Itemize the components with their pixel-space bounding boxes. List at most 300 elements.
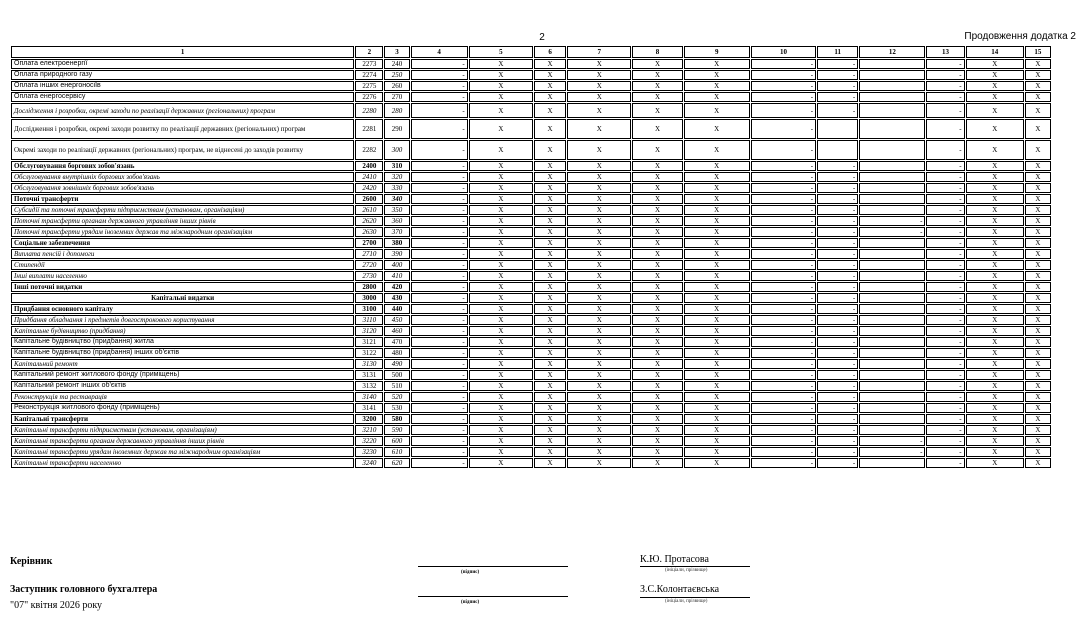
cell-col-7: X	[567, 161, 631, 171]
cell-col-6: X	[534, 140, 566, 160]
cell-col-13: -	[926, 304, 964, 314]
cell-col-13: -	[926, 403, 964, 413]
cell-col-6: X	[534, 392, 566, 402]
cell-col-7: X	[567, 337, 631, 347]
cell-col-5: X	[469, 359, 533, 369]
cell-col-5: X	[469, 436, 533, 446]
cell-col-4: -	[411, 70, 468, 80]
line-code: 400	[384, 260, 409, 270]
line-code: 350	[384, 205, 409, 215]
cell-col-14: X	[966, 140, 1024, 160]
row-name: Інші виплати населенню	[11, 271, 354, 281]
table-row	[11, 119, 1051, 139]
head-name-line	[640, 566, 750, 567]
cell-col-9: X	[684, 414, 750, 424]
cell-col-9: X	[684, 140, 750, 160]
cell-col-4: -	[411, 238, 468, 248]
cell-col-15: X	[1025, 103, 1051, 118]
cell-col-10: -	[751, 81, 816, 91]
cell-col-10: -	[751, 458, 816, 468]
cell-col-9: X	[684, 59, 750, 69]
cell-col-9: X	[684, 103, 750, 118]
cell-col-15: X	[1025, 260, 1051, 270]
cell-col-6: X	[534, 436, 566, 446]
cell-col-7: X	[567, 119, 631, 139]
cell-col-7: X	[567, 103, 631, 118]
cell-col-5: X	[469, 370, 533, 380]
kekv-code: 2400	[355, 161, 383, 171]
cell-col-10: -	[751, 271, 816, 281]
cell-col-10: -	[751, 392, 816, 402]
cell-col-6: X	[534, 249, 566, 259]
cell-col-8: X	[632, 249, 682, 259]
column-header-6: 6	[534, 46, 566, 58]
cell-col-11: -	[817, 337, 858, 347]
cell-col-10: -	[751, 403, 816, 413]
cell-col-4: -	[411, 282, 468, 292]
cell-col-7: X	[567, 359, 631, 369]
head-name: К.Ю. Протасова	[640, 554, 709, 565]
cell-col-10: -	[751, 140, 816, 160]
cell-col-13: -	[926, 70, 964, 80]
cell-col-15: X	[1025, 447, 1051, 457]
cell-col-15: X	[1025, 119, 1051, 139]
table-row	[11, 183, 1051, 193]
line-code: 440	[384, 304, 409, 314]
cell-col-7: X	[567, 205, 631, 215]
cell-col-10: -	[751, 315, 816, 325]
cell-col-6: X	[534, 194, 566, 204]
table-row	[11, 293, 1051, 303]
cell-col-12	[859, 161, 925, 171]
cell-col-12	[859, 337, 925, 347]
cell-col-9: X	[684, 227, 750, 237]
cell-col-13: -	[926, 392, 964, 402]
cell-col-11: -	[817, 260, 858, 270]
cell-col-12	[859, 282, 925, 292]
cell-col-12	[859, 271, 925, 281]
cell-col-4: -	[411, 436, 468, 446]
kekv-code: 2720	[355, 260, 383, 270]
cell-col-11: -	[817, 425, 858, 435]
table-row	[11, 238, 1051, 248]
cell-col-8: X	[632, 140, 682, 160]
deputy-name-line	[640, 597, 750, 598]
row-name: Оплата інших енергоносіїв	[11, 81, 354, 91]
table-row	[11, 103, 1051, 118]
cell-col-6: X	[534, 458, 566, 468]
row-name: Придбання обладнання і предметів довгострокового користування	[11, 315, 354, 325]
cell-col-4: -	[411, 414, 468, 424]
line-code: 500	[384, 370, 409, 380]
column-header-2: 2	[355, 46, 383, 58]
cell-col-12	[859, 348, 925, 358]
cell-col-7: X	[567, 293, 631, 303]
row-name: Виплата пенсій і допомоги	[11, 249, 354, 259]
cell-col-10: -	[751, 337, 816, 347]
cell-col-5: X	[469, 403, 533, 413]
row-name: Капітальні видатки	[11, 293, 354, 303]
cell-col-9: X	[684, 337, 750, 347]
cell-col-13: -	[926, 447, 964, 457]
cell-col-15: X	[1025, 194, 1051, 204]
cell-col-10: -	[751, 370, 816, 380]
cell-col-9: X	[684, 216, 750, 226]
cell-col-9: X	[684, 458, 750, 468]
cell-col-12	[859, 414, 925, 424]
cell-col-4: -	[411, 140, 468, 160]
cell-col-8: X	[632, 348, 682, 358]
line-code: 620	[384, 458, 409, 468]
cell-col-10: -	[751, 326, 816, 336]
cell-col-15: X	[1025, 359, 1051, 369]
cell-col-15: X	[1025, 414, 1051, 424]
kekv-code: 2273	[355, 59, 383, 69]
cell-col-7: X	[567, 282, 631, 292]
cell-col-6: X	[534, 183, 566, 193]
cell-col-4: -	[411, 326, 468, 336]
cell-col-5: X	[469, 59, 533, 69]
column-header-1: 1	[11, 46, 354, 58]
head-initials-caption: (ініціали, прізвище)	[665, 568, 708, 573]
table-row	[11, 315, 1051, 325]
cell-col-8: X	[632, 293, 682, 303]
cell-col-9: X	[684, 238, 750, 248]
cell-col-15: X	[1025, 304, 1051, 314]
cell-col-5: X	[469, 183, 533, 193]
cell-col-11	[817, 140, 858, 160]
cell-col-12	[859, 238, 925, 248]
cell-col-14: X	[966, 59, 1024, 69]
cell-col-7: X	[567, 194, 631, 204]
line-code: 300	[384, 140, 409, 160]
cell-col-6: X	[534, 103, 566, 118]
cell-col-6: X	[534, 271, 566, 281]
line-code: 360	[384, 216, 409, 226]
row-name: Субсидії та поточні трансферти підприємствам (установам, організаціям)	[11, 205, 354, 215]
cell-col-7: X	[567, 381, 631, 391]
cell-col-14: X	[966, 458, 1024, 468]
cell-col-6: X	[534, 381, 566, 391]
cell-col-14: X	[966, 183, 1024, 193]
cell-col-14: X	[966, 70, 1024, 80]
cell-col-15: X	[1025, 381, 1051, 391]
column-header-12: 12	[859, 46, 925, 58]
cell-col-6: X	[534, 425, 566, 435]
cell-col-4: -	[411, 392, 468, 402]
cell-col-10: -	[751, 348, 816, 358]
cell-col-11: -	[817, 414, 858, 424]
cell-col-13: -	[926, 227, 964, 237]
cell-col-6: X	[534, 414, 566, 424]
cell-col-12	[859, 70, 925, 80]
table-row	[11, 425, 1051, 435]
head-signature-line	[418, 566, 568, 567]
row-name: Реконструкція житлового фонду (приміщень)	[11, 403, 354, 413]
continuation-note: Продовження додатка 2	[964, 31, 1076, 42]
cell-col-14: X	[966, 249, 1024, 259]
cell-col-9: X	[684, 392, 750, 402]
cell-col-14: X	[966, 161, 1024, 171]
cell-col-8: X	[632, 119, 682, 139]
cell-col-7: X	[567, 81, 631, 91]
cell-col-8: X	[632, 359, 682, 369]
cell-col-13: -	[926, 92, 964, 102]
cell-col-8: X	[632, 216, 682, 226]
cell-col-14: X	[966, 81, 1024, 91]
column-header-10: 10	[751, 46, 816, 58]
column-number-row	[11, 46, 1051, 58]
line-code: 320	[384, 172, 409, 182]
cell-col-12	[859, 293, 925, 303]
kekv-code: 3140	[355, 392, 383, 402]
cell-col-13: -	[926, 161, 964, 171]
table-row	[11, 194, 1051, 204]
table-row	[11, 92, 1051, 102]
kekv-code: 3200	[355, 414, 383, 424]
cell-col-4: -	[411, 403, 468, 413]
cell-col-7: X	[567, 403, 631, 413]
cell-col-12	[859, 403, 925, 413]
head-label: Керівник	[10, 556, 53, 567]
cell-col-14: X	[966, 392, 1024, 402]
cell-col-6: X	[534, 59, 566, 69]
cell-col-11: -	[817, 293, 858, 303]
line-code: 530	[384, 403, 409, 413]
cell-col-13: -	[926, 359, 964, 369]
line-code: 480	[384, 348, 409, 358]
cell-col-7: X	[567, 370, 631, 380]
cell-col-12	[859, 92, 925, 102]
cell-col-10: -	[751, 216, 816, 226]
cell-col-14: X	[966, 403, 1024, 413]
cell-col-5: X	[469, 271, 533, 281]
cell-col-8: X	[632, 458, 682, 468]
kekv-code: 2700	[355, 238, 383, 248]
cell-col-4: -	[411, 447, 468, 457]
cell-col-6: X	[534, 81, 566, 91]
cell-col-11: -	[817, 216, 858, 226]
cell-col-7: X	[567, 249, 631, 259]
cell-col-13: -	[926, 315, 964, 325]
cell-col-12	[859, 81, 925, 91]
cell-col-15: X	[1025, 436, 1051, 446]
column-header-4: 4	[411, 46, 468, 58]
row-name: Оплата енергосервісу	[11, 92, 354, 102]
cell-col-4: -	[411, 92, 468, 102]
cell-col-8: X	[632, 161, 682, 171]
cell-col-14: X	[966, 447, 1024, 457]
cell-col-11: -	[817, 81, 858, 91]
cell-col-10: -	[751, 304, 816, 314]
cell-col-5: X	[469, 392, 533, 402]
line-code: 390	[384, 249, 409, 259]
column-header-8: 8	[632, 46, 682, 58]
cell-col-14: X	[966, 315, 1024, 325]
cell-col-7: X	[567, 436, 631, 446]
cell-col-13: -	[926, 436, 964, 446]
cell-col-12	[859, 183, 925, 193]
cell-col-8: X	[632, 414, 682, 424]
cell-col-4: -	[411, 59, 468, 69]
cell-col-10: -	[751, 119, 816, 139]
cell-col-9: X	[684, 183, 750, 193]
cell-col-4: -	[411, 304, 468, 314]
cell-col-8: X	[632, 194, 682, 204]
cell-col-5: X	[469, 70, 533, 80]
cell-col-14: X	[966, 414, 1024, 424]
table-row	[11, 381, 1051, 391]
cell-col-12	[859, 381, 925, 391]
cell-col-9: X	[684, 249, 750, 259]
cell-col-4: -	[411, 172, 468, 182]
cell-col-15: X	[1025, 81, 1051, 91]
cell-col-5: X	[469, 447, 533, 457]
cell-col-12: -	[859, 447, 925, 457]
cell-col-4: -	[411, 103, 468, 118]
cell-col-11: -	[817, 249, 858, 259]
cell-col-11: -	[817, 161, 858, 171]
cell-col-10: -	[751, 59, 816, 69]
page-number: 2	[539, 32, 545, 43]
line-code: 510	[384, 381, 409, 391]
cell-col-8: X	[632, 282, 682, 292]
table-row	[11, 337, 1051, 347]
table-row	[11, 326, 1051, 336]
table-row	[11, 436, 1051, 446]
kekv-code: 3130	[355, 359, 383, 369]
cell-col-5: X	[469, 414, 533, 424]
cell-col-8: X	[632, 92, 682, 102]
cell-col-15: X	[1025, 403, 1051, 413]
cell-col-7: X	[567, 140, 631, 160]
cell-col-15: X	[1025, 337, 1051, 347]
cell-col-4: -	[411, 458, 468, 468]
cell-col-11: -	[817, 205, 858, 215]
cell-col-15: X	[1025, 140, 1051, 160]
cell-col-6: X	[534, 161, 566, 171]
cell-col-10: -	[751, 293, 816, 303]
kekv-code: 2276	[355, 92, 383, 102]
cell-col-14: X	[966, 293, 1024, 303]
cell-col-13: -	[926, 425, 964, 435]
cell-col-12: -	[859, 436, 925, 446]
kekv-code: 3000	[355, 293, 383, 303]
cell-col-15: X	[1025, 293, 1051, 303]
cell-col-8: X	[632, 403, 682, 413]
cell-col-5: X	[469, 326, 533, 336]
kekv-code: 2275	[355, 81, 383, 91]
cell-col-13: -	[926, 103, 964, 118]
cell-col-13: -	[926, 119, 964, 139]
kekv-code: 2610	[355, 205, 383, 215]
cell-col-11: -	[817, 172, 858, 182]
line-code: 290	[384, 119, 409, 139]
cell-col-7: X	[567, 172, 631, 182]
cell-col-13: -	[926, 293, 964, 303]
column-header-3: 3	[384, 46, 409, 58]
deputy-signature-line	[418, 596, 568, 597]
kekv-code: 3220	[355, 436, 383, 446]
line-code: 580	[384, 414, 409, 424]
cell-col-8: X	[632, 447, 682, 457]
cell-col-4: -	[411, 315, 468, 325]
kekv-code: 3141	[355, 403, 383, 413]
line-code: 460	[384, 326, 409, 336]
cell-col-10: -	[751, 447, 816, 457]
row-name: Капітальне будівництво (придбання) житла	[11, 337, 354, 347]
kekv-code: 2281	[355, 119, 383, 139]
cell-col-10: -	[751, 183, 816, 193]
cell-col-12	[859, 103, 925, 118]
cell-col-6: X	[534, 337, 566, 347]
cell-col-10: -	[751, 205, 816, 215]
cell-col-12	[859, 119, 925, 139]
cell-col-8: X	[632, 370, 682, 380]
cell-col-7: X	[567, 238, 631, 248]
cell-col-8: X	[632, 238, 682, 248]
cell-col-4: -	[411, 359, 468, 369]
column-header-15: 15	[1025, 46, 1051, 58]
cell-col-15: X	[1025, 172, 1051, 182]
cell-col-15: X	[1025, 425, 1051, 435]
cell-col-15: X	[1025, 392, 1051, 402]
cell-col-6: X	[534, 92, 566, 102]
cell-col-15: X	[1025, 315, 1051, 325]
row-name: Капітальні трансферти населенню	[11, 458, 354, 468]
cell-col-13: -	[926, 381, 964, 391]
cell-col-4: -	[411, 370, 468, 380]
cell-col-12	[859, 249, 925, 259]
cell-col-13: -	[926, 348, 964, 358]
cell-col-4: -	[411, 183, 468, 193]
cell-col-7: X	[567, 348, 631, 358]
cell-col-8: X	[632, 392, 682, 402]
cell-col-11: -	[817, 92, 858, 102]
kekv-code: 3122	[355, 348, 383, 358]
cell-col-9: X	[684, 81, 750, 91]
cell-col-15: X	[1025, 249, 1051, 259]
cell-col-9: X	[684, 326, 750, 336]
cell-col-12	[859, 392, 925, 402]
line-code: 370	[384, 227, 409, 237]
cell-col-14: X	[966, 216, 1024, 226]
line-code: 240	[384, 59, 409, 69]
cell-col-9: X	[684, 447, 750, 457]
cell-col-7: X	[567, 260, 631, 270]
row-name: Обслуговування боргових зобов'язань	[11, 161, 354, 171]
cell-col-14: X	[966, 304, 1024, 314]
cell-col-15: X	[1025, 271, 1051, 281]
cell-col-11: -	[817, 458, 858, 468]
cell-col-12: -	[859, 216, 925, 226]
cell-col-5: X	[469, 249, 533, 259]
cell-col-9: X	[684, 403, 750, 413]
cell-col-5: X	[469, 293, 533, 303]
cell-col-12	[859, 260, 925, 270]
table-row	[11, 370, 1051, 380]
cell-col-11: -	[817, 70, 858, 80]
row-name: Дослідження і розробки, окремі заходи розвитку по реалізації державних (регіональних) програм	[11, 119, 354, 139]
row-name: Капітальне будівництво (придбання)	[11, 326, 354, 336]
line-code: 310	[384, 161, 409, 171]
column-header-14: 14	[966, 46, 1024, 58]
cell-col-12	[859, 304, 925, 314]
table-row	[11, 249, 1051, 259]
cell-col-14: X	[966, 227, 1024, 237]
cell-col-8: X	[632, 436, 682, 446]
cell-col-6: X	[534, 359, 566, 369]
